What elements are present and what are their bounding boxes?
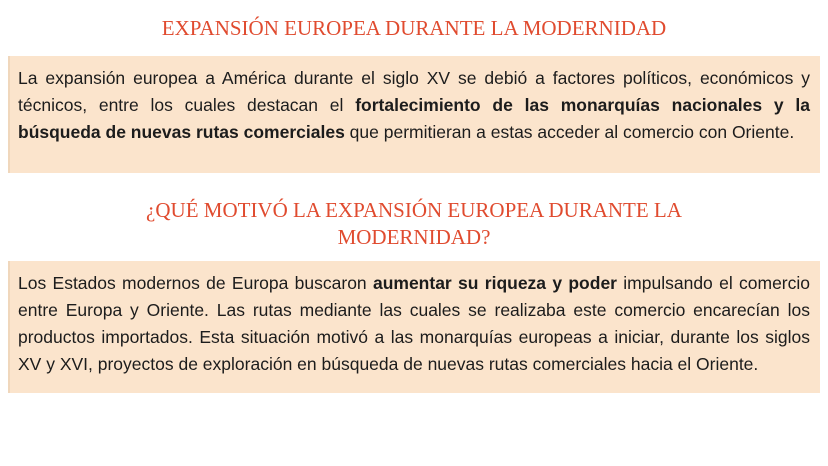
question-title [0,197,828,251]
text-run: impulsando el comercio entre Europa y Oriente. Las rutas mediante las cuales se realizaba este comercio encarecían los productos importados. Esta situación motivó a las monarquías europeas a iniciar, durante los siglos XV y XVI, proyectos de exploración en búsqueda de nuevas rutas comerciales hacia el Oriente. [18,273,810,374]
text-run: La expansión europea a América durante el siglo XV se debió a factores políticos, económicos y técnicos, entre los cuales destacan el [18,68,810,115]
section-question [0,197,828,393]
text-run: que permitieran a estas acceder al comercio con Oriente. [344,122,795,142]
answer-paragraph [18,270,810,378]
section-expansion [0,0,828,173]
intro-paragraph [18,65,810,146]
answer-text-panel [8,261,820,393]
heading-line: EXPANSIÓN EUROPEA DURANTE LA MODERNIDAD [161,16,667,40]
bold-text-run: fortalecimiento de las monarquías nacionales y la búsqueda de nuevas rutas comerciales [18,95,810,142]
text-run: Los Estados modernos de Europa buscaron [18,273,373,293]
main-title [0,0,828,42]
heading-line: MODERNIDAD? [337,225,491,249]
bold-text-run: aumentar su riqueza y poder [372,273,617,293]
intro-text-panel [8,56,820,173]
heading-line: ¿QUÉ MOTIVÓ LA EXPANSIÓN EUROPEA DURANTE LA [146,198,682,222]
